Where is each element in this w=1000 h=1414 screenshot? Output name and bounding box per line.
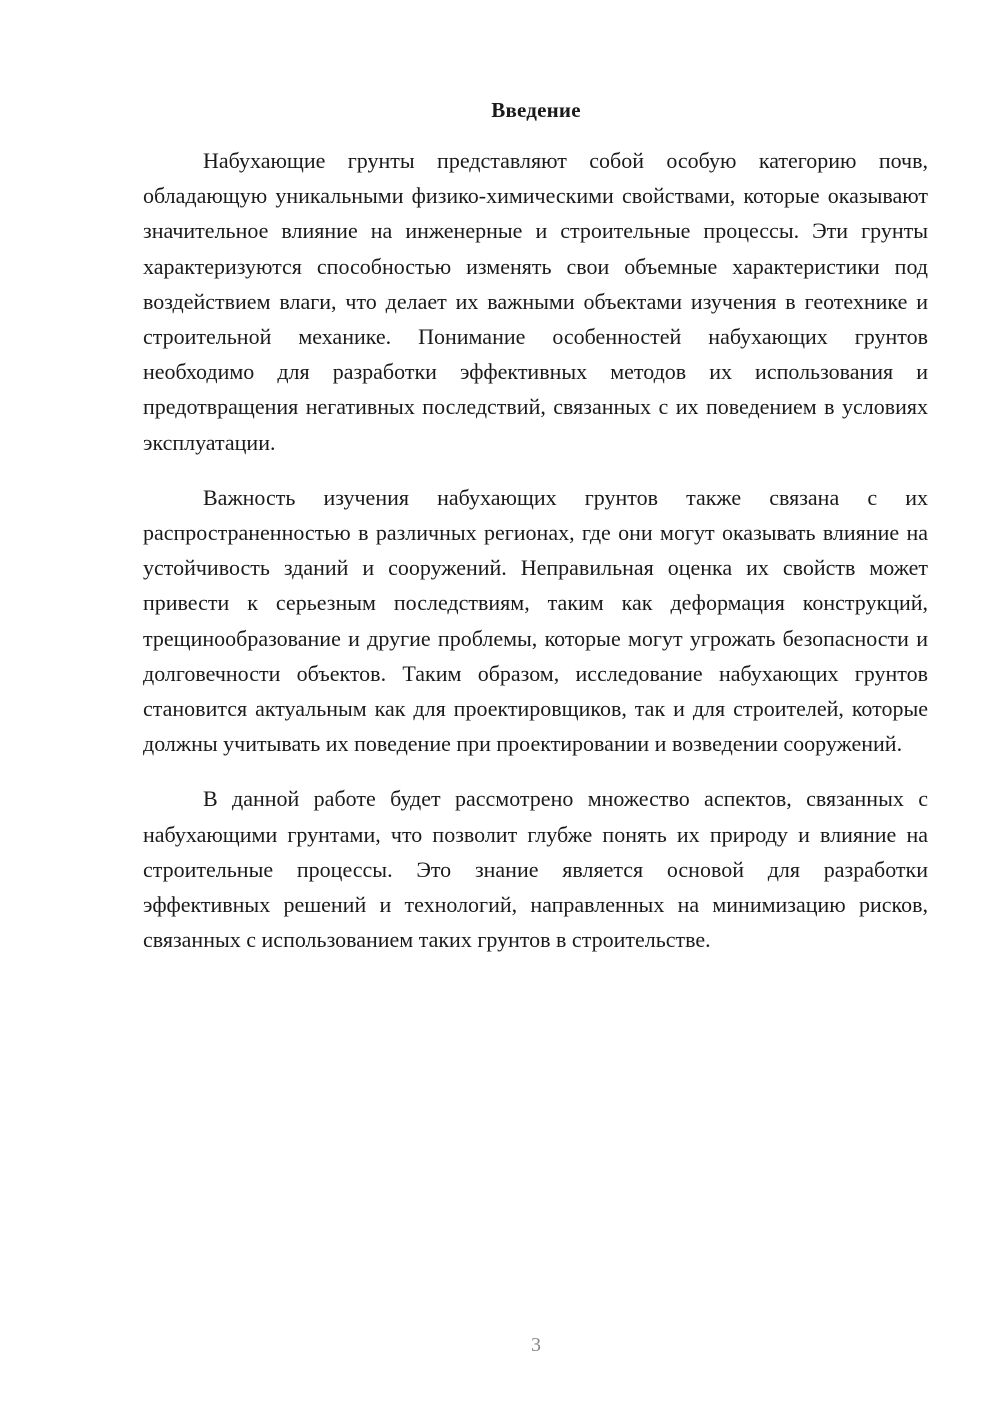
paragraph-3: В данной работе будет рассмотрено множество аспектов, связанных с набухающими грунтами, что позволит глубже понять их природу и влияние на строительные процессы. Это знание является основой для разработки эффективных решений и технологий, направленных на минимизацию рисков, связанных с использованием таких грунтов в строительстве. [143,786,928,953]
paragraph-1: Набухающие грунты представляют собой особую категорию почв, обладающую уникальными физико-химическими свойствами, которые оказывают значительное влияние на инженерные и строительные процессы. Эти грунты характеризуются способностью изменять свои объемные характеристики под воздействием влаги, что делает их важными объектами изучения в геотехнике и строительной механике. Понимание особенностей набухающих грунтов необходимо для разработки эффективных методов их использования и предотвращения негативных последствий, связанных с их поведением в условиях эксплуатации. [143,148,928,455]
page-heading: Введение [491,98,581,122]
body-text [143,143,928,977]
page-number: 3 [531,1334,541,1356]
paragraph-2: Важность изучения набухающих грунтов также связана с их распространенностью в различных регионах, где они могут оказывать влияние на устойчивость зданий и сооружений. Неправильная оценка их свойств может привести к серьезным последствиям, таким как деформация конструкций, трещинообразование и другие проблемы, которые могут угрожать безопасности и долговечности объектов. Таким образом, исследование набухающих грунтов становится актуальным как для проектировщиков, так и для строителей, которые должны учитывать их поведение при проектировании и возведении сооружений. [143,484,928,757]
